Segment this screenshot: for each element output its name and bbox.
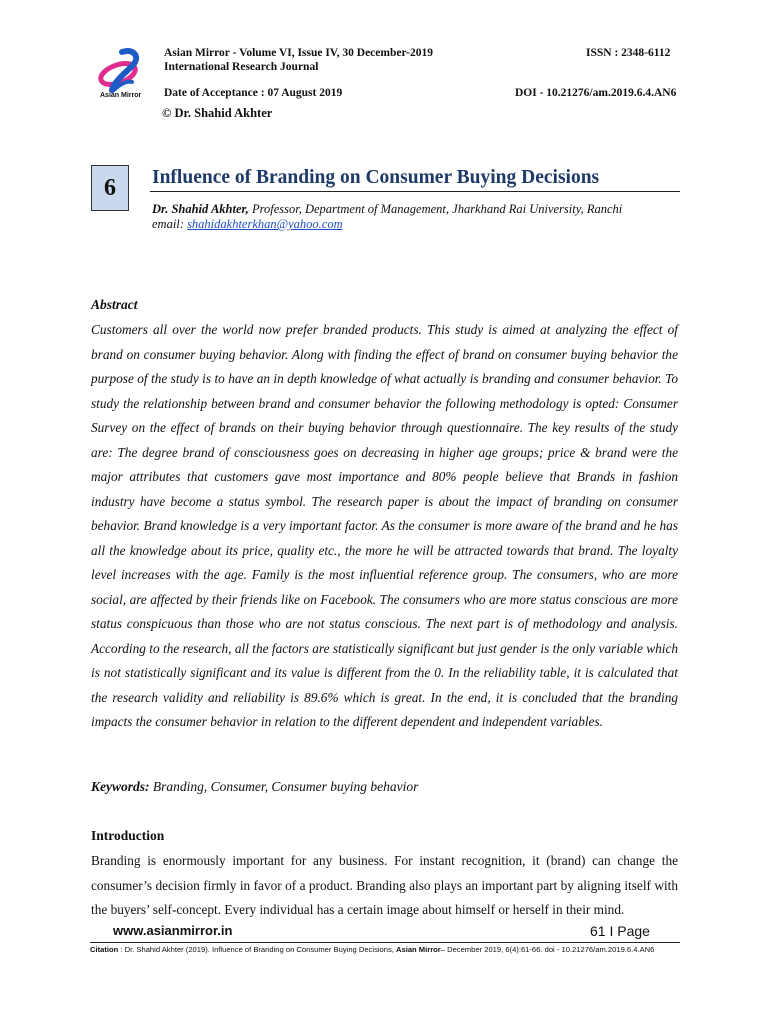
title-rule <box>150 191 680 192</box>
introduction-text: Branding is enormously important for any business. For instant recognition, it (brand) can change the consumer’s decision firmly in favor of a product. Branding also plays an important part by aligning itself with the buyers’ self-concept. Every individual has a certain image about himself or herself in their mind. <box>91 853 678 917</box>
citation-journal: Asian Mirror <box>396 945 441 954</box>
citation-label: Citation <box>90 945 119 954</box>
introduction-heading: Introduction <box>91 828 165 843</box>
email-label: email: <box>152 217 188 231</box>
author-line <box>152 202 622 217</box>
email-line <box>152 217 343 232</box>
copyright: © Dr. Shahid Akhter <box>162 106 273 120</box>
abstract-text: Customers all over the world now prefer branded products. This study is aimed at analyzing the effect of brand on consumer buying behavior. Along with finding the effect of brand on consumer buying behavior the purpose of the study is to have an in depth knowledge of what actually is branding and consumer behavior. To study the relationship between brand and consumer behavior the following methodology is opted: Consumer Survey on the effect of brands on their buying behavior through questionnaire. The key results of the study are: The degree brand of consciousness goes on decreasing in higher age groups; price & brand were the major attributes that customers gave most importance and 80% people believe that Brands in fashion industry have become a status symbol. The research paper is about the impact of branding on consumer behavior. Brand knowledge is a very important factor. As the consumer is more aware of the brand and he has all the knowledge about its price, quality etc., the more he will be attracted towards that brand. The loyalty level increases with the age. Family is the most influential reference group. The consumers, who are more social, are affected by their friends like on Facebook. The consumers who are more status conscious are more status conspicuous than those who are not status conscious. The next part is of methodology and analysis. According to the research, all the factors are statistically significant but just gender is the only variable which is not statistically significant and its value is different from the 0. In the reliability table, it is calculated that the research validity and reliability is 89.6% which is great. In the end, it is concluded that the branding impacts the consumer behavior in relation to the different dependent and independent variables. <box>91 322 678 729</box>
author-affiliation: Professor, Department of Management, Jharkhand Rai University, Ranchi <box>248 202 623 216</box>
abstract-heading: Abstract <box>91 297 138 312</box>
doi: DOI - 10.21276/am.2019.6.4.AN6 <box>515 87 677 99</box>
page-number: 61 I Page <box>590 923 650 939</box>
email-link[interactable]: shahidakhterkhan@yahoo.com <box>187 217 343 231</box>
citation-rest: – December 2019, 6(4):61-66. doi - 10.21276/am.2019.6.4.AN6 <box>440 945 655 954</box>
author-name: Dr. Shahid Akhter, <box>152 202 249 216</box>
citation <box>90 945 680 955</box>
keywords <box>91 779 418 795</box>
citation-text: : Dr. Shahid Akhter (2019). Influence of Branding on Consumer Buying Decisions, <box>118 945 397 954</box>
chapter-number-box <box>91 165 129 211</box>
paper-title: Influence of Branding on Consumer Buying Decisions <box>152 167 600 188</box>
journal-logo <box>92 46 152 104</box>
keywords-label: Keywords: <box>91 779 150 794</box>
issn: ISSN : 2348-6112 <box>586 47 671 59</box>
acceptance-date: Date of Acceptance : 07 August 2019 <box>164 87 343 99</box>
keywords-text: Branding, Consumer, Consumer buying behavior <box>149 779 419 794</box>
logo-caption: Asian Mirror <box>100 92 142 99</box>
footer-rule <box>90 942 680 943</box>
journal-line: Asian Mirror - Volume VI, Issue IV, 30 December-2019 <box>164 47 433 59</box>
website-link[interactable]: www.asianmirror.in <box>113 923 233 938</box>
journal-subline: International Research Journal <box>164 61 319 73</box>
chapter-number: 6 <box>104 174 116 201</box>
